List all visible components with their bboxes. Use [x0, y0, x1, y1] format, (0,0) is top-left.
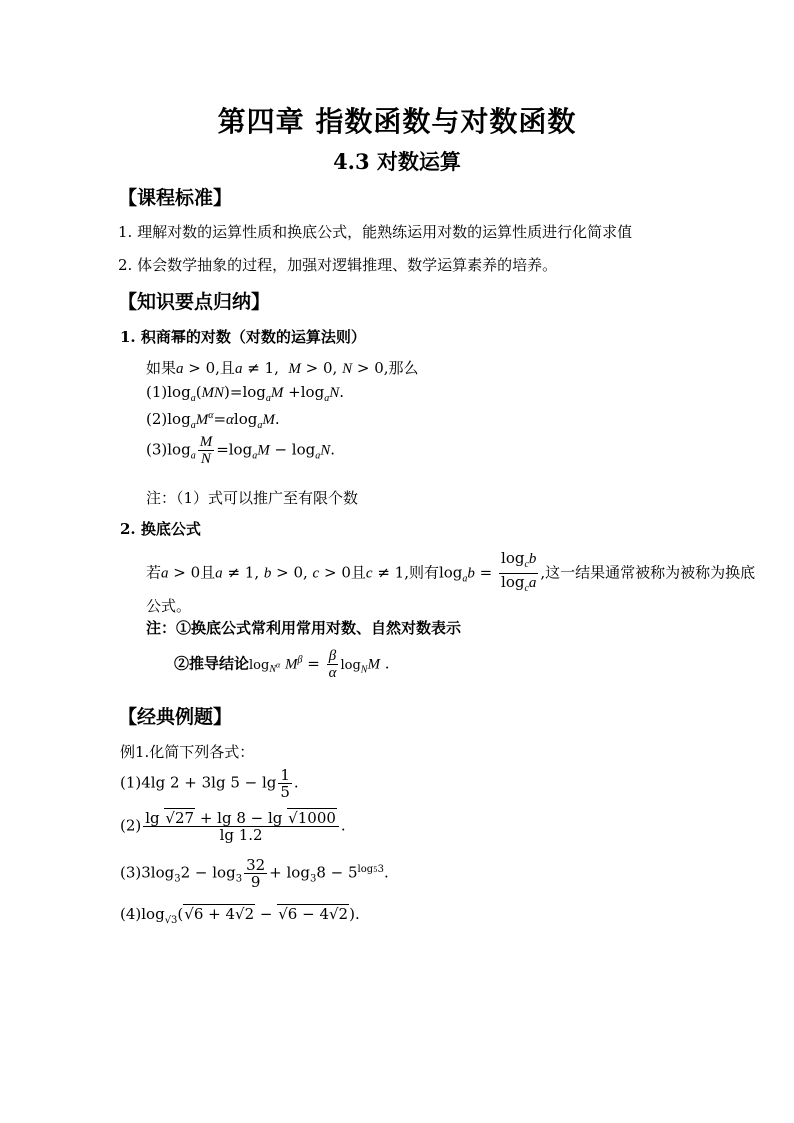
standard-item-1: 1. 理解对数的运算性质和换底公式，能熟练运用对数的运算性质进行化简求值 [118, 223, 633, 241]
log-rule-3: $(3)\log_a$ $\frac{M}{N}$ $=\log_aM - \log_aN$. [146, 434, 336, 467]
example-item-3: $(3)3\log_32 - \log_3$ $\frac{32}{9}$ + $\log_38 - 5^{log53}$. [120, 856, 389, 891]
derived-result: ②推导结论$\log_{N^\alpha} M^\beta$ = $\frac{\beta}{\alpha}$ $\log_NM$ . [174, 648, 390, 681]
change-of-base-formula: 若a > 0且a ≠ 1, b > 0, c > 0且c ≠ 1,则有$\log_ab$ = $\frac{\log_cb}{\log_ca}$ ,这一结果通常被称为被称为换底 [146, 549, 756, 594]
example-item-4: $(4)\log_{√3}(√6 + 4√2 - √6 - 4√2)$. [120, 905, 360, 926]
knowledge-point-2-title: 2. 换底公式 [120, 520, 201, 538]
note-common-logs: 注：①换底公式常利用常用对数、自然对数表示 [146, 619, 462, 637]
change-of-base-tail: 公式。 [146, 597, 192, 615]
condition-line: 如果a > 0,且a ≠ 1, M > 0, N > 0,那么 [146, 359, 419, 377]
section-title: 4.3 对数运算 [333, 149, 461, 174]
heading-knowledge: 【知识要点归纳】 [118, 291, 271, 313]
log-rule-2: $(2)\log_aM^\alpha=\alpha\log_aM$. [146, 410, 280, 431]
chapter-title: 第四章 指数函数与对数函数 [217, 105, 577, 138]
heading-examples: 【经典例题】 [118, 706, 233, 728]
standard-item-2: 2. 体会数学抽象的过程，加强对逻辑推理、数学运算素养的培养。 [118, 256, 558, 274]
note-finite-extension: 注：（1）式可以推广至有限个数 [146, 489, 359, 507]
log-rule-1: $(1)\log_a(MN)=\log_aM +\log_aN$. [146, 383, 344, 404]
heading-standards: 【课程标准】 [118, 187, 233, 209]
example-item-1: (1)4lg 2 + 3lg 5 − lg $\frac{1}{5}$ . [120, 766, 299, 801]
example-item-2: (2) $\frac{\lg √27 + \lg 8 - \lg √1000}{\lg 1.2}$ . [120, 809, 346, 844]
example-1-title: 例1.化简下列各式： [120, 743, 255, 761]
knowledge-point-1-title: 1. 积商幂的对数（对数的运算法则） [120, 328, 366, 346]
